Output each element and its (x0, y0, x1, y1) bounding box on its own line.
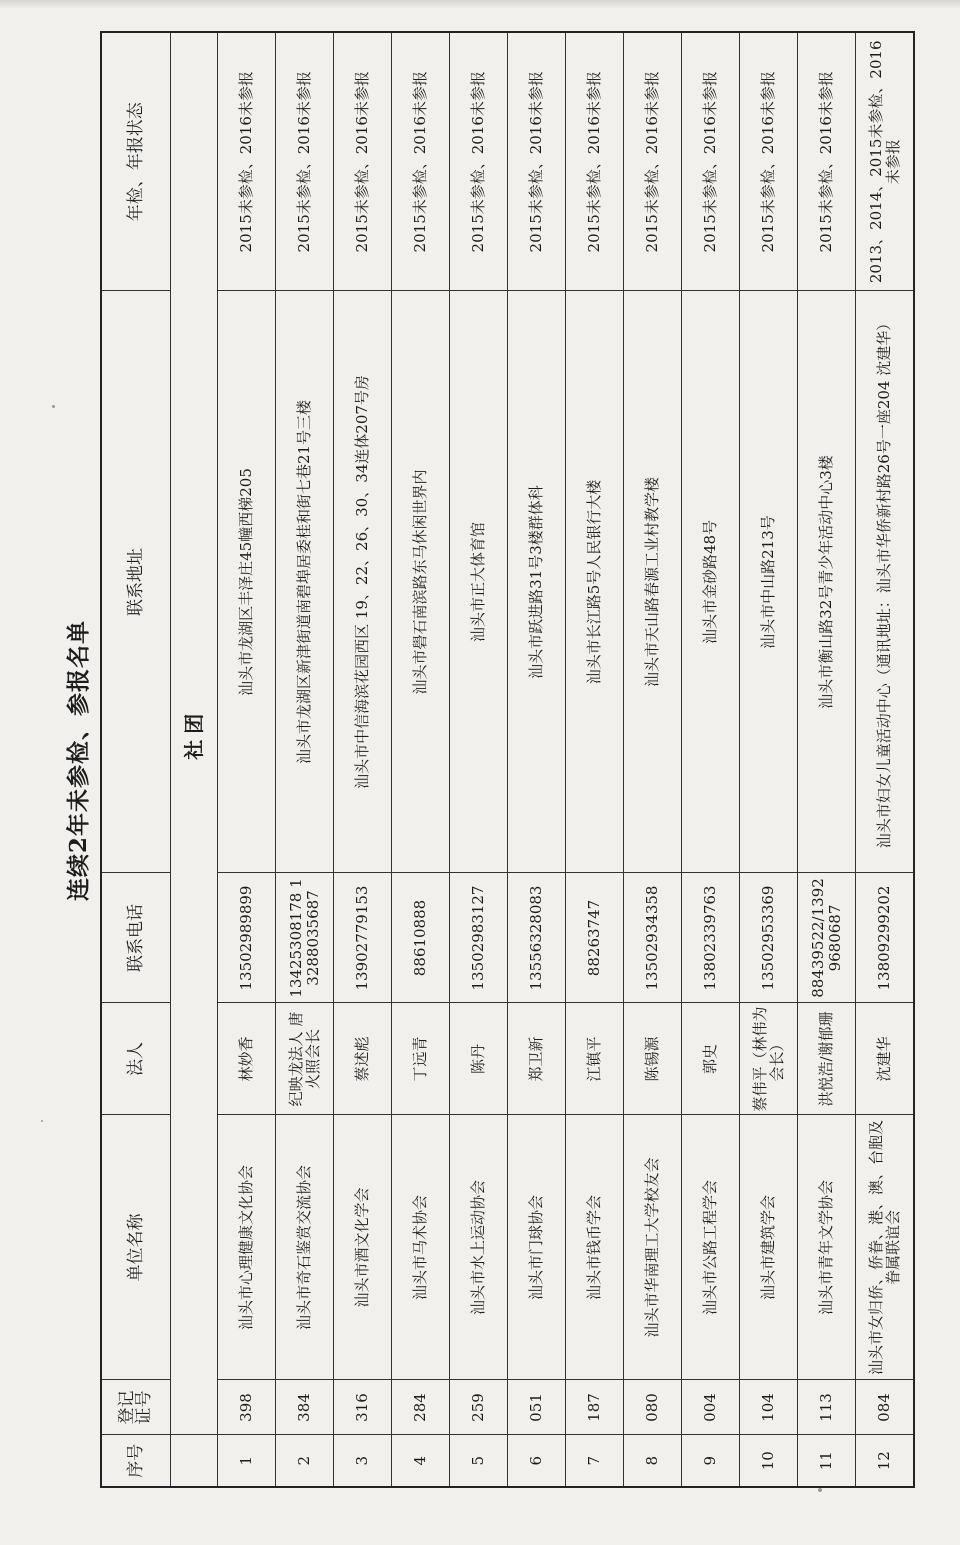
cell-status: 2015未参检、2016未参报 (682, 32, 740, 291)
cell-no: 8 (624, 1435, 682, 1487)
cell-reg: 259 (450, 1380, 508, 1435)
table-row (218, 32, 276, 1487)
cell-address: 汕头市龙湖区丰泽庄45幢西梯205 (218, 291, 276, 873)
cell-legal: 林妙香 (218, 1003, 276, 1115)
cell-reg: 080 (624, 1380, 682, 1435)
table-row (334, 32, 392, 1487)
cell-legal: 丁远青 (392, 1003, 450, 1115)
cell-address: 汕头市天山路春源工业村教学楼 (624, 291, 682, 873)
cell-phone: 88263747 (566, 873, 624, 1003)
cell-reg: 084 (856, 1380, 915, 1435)
cell-phone: 13902779153 (334, 873, 392, 1003)
cell-legal: 纪映龙法人 唐火照会长 (276, 1003, 334, 1115)
cell-status: 2015未参检、2016未参报 (276, 32, 334, 291)
cell-status: 2015未参检、2016未参报 (566, 32, 624, 291)
cell-legal: 江镇平 (566, 1003, 624, 1115)
cell-status: 2015未参检、2016未参报 (450, 32, 508, 291)
cell-legal: 陈锡源 (624, 1003, 682, 1115)
cell-name: 汕头市奇石鉴赏交流协会 (276, 1115, 334, 1380)
cell-no: 11 (798, 1435, 856, 1487)
cell-reg: 187 (566, 1380, 624, 1435)
section-empty-cell (171, 1435, 218, 1487)
cell-status: 2015未参检、2016未参报 (218, 32, 276, 291)
cell-no: 2 (276, 1435, 334, 1487)
cell-address: 汕头市金砂路48号 (682, 291, 740, 873)
cell-address: 汕头市衡山路32号青少年活动中心3楼 (798, 291, 856, 873)
rotated-sheet (60, 33, 910, 1488)
table-row (276, 32, 334, 1487)
cell-name: 汕头市心理健康文化协会 (218, 1115, 276, 1380)
cell-name: 汕头市建筑学会 (740, 1115, 798, 1380)
cell-phone: 13502989899 (218, 873, 276, 1003)
cell-legal: 沈建华 (856, 1003, 915, 1115)
cell-phone: 13502953369 (740, 873, 798, 1003)
cell-reg: 284 (392, 1380, 450, 1435)
table-header-row (101, 32, 171, 1487)
cell-name: 汕头市水上运动协会 (450, 1115, 508, 1380)
table-row (566, 32, 624, 1487)
cell-status: 2015未参检、2016未参报 (798, 32, 856, 291)
col-header-reg: 登记证号 (101, 1380, 171, 1435)
cell-reg: 316 (334, 1380, 392, 1435)
cell-phone: 13556328083 (508, 873, 566, 1003)
cell-name: 汕头市青年文学协会 (798, 1115, 856, 1380)
document-title: 连续2年未参检、参报名单 (65, 620, 92, 902)
cell-name: 汕头市女归侨、侨眷、港、澳、台胞及眷属联谊会 (856, 1115, 915, 1380)
cell-address: 汕头市长江路5号人民银行大楼 (566, 291, 624, 873)
cell-reg: 398 (218, 1380, 276, 1435)
cell-name: 汕头市酒文化学会 (334, 1115, 392, 1380)
table-row (508, 32, 566, 1487)
section-row (171, 32, 218, 1487)
cell-status: 2015未参检、2016未参报 (624, 32, 682, 291)
cell-status: 2015未参检、2016未参报 (508, 32, 566, 291)
cell-address: 汕头市跃进路31号3楼群体科 (508, 291, 566, 873)
cell-address: 汕头市礐石南滨路东马休闲世界内 (392, 291, 450, 873)
table-row (856, 32, 915, 1487)
cell-reg: 104 (740, 1380, 798, 1435)
scan-top-edge (0, 0, 960, 8)
cell-name: 汕头市马术协会 (392, 1115, 450, 1380)
cell-reg: 113 (798, 1380, 856, 1435)
cell-no: 12 (856, 1435, 915, 1487)
col-header-status: 年检、年报状态 (101, 32, 171, 291)
cell-no: 7 (566, 1435, 624, 1487)
cell-address: 汕头市中信海滨花园西区 19、22、26、30、34连体207号房 (334, 291, 392, 873)
cell-legal: 洪悦浩/谢郁珊 (798, 1003, 856, 1115)
cell-phone: 88439522/13929680687 (798, 873, 856, 1003)
cell-address: 汕头市妇女儿童活动中心（通讯地址：汕头市华侨新村路26号一座204 沈建华） (856, 291, 915, 873)
col-header-address: 联系地址 (101, 291, 171, 873)
cell-no: 5 (450, 1435, 508, 1487)
cell-address: 汕头市中山路213号 (740, 291, 798, 873)
cell-name: 汕头市门球协会 (508, 1115, 566, 1380)
cell-reg: 051 (508, 1380, 566, 1435)
cell-phone: 13425308178 13288035687 (276, 873, 334, 1003)
cell-status: 2015未参检、2016未参报 (392, 32, 450, 291)
cell-legal: 蔡伟平（林伟为会长） (740, 1003, 798, 1115)
cell-no: 6 (508, 1435, 566, 1487)
cell-phone: 13802339763 (682, 873, 740, 1003)
col-header-legal: 法人 (101, 1003, 171, 1115)
col-header-name: 单位名称 (101, 1115, 171, 1380)
cell-reg: 384 (276, 1380, 334, 1435)
cell-name: 汕头市华南理工大学校友会 (624, 1115, 682, 1380)
cell-no: 4 (392, 1435, 450, 1487)
cell-legal: 陈丹 (450, 1003, 508, 1115)
cell-phone: 13502934358 (624, 873, 682, 1003)
cell-no: 1 (218, 1435, 276, 1487)
cell-legal: 郭史 (682, 1003, 740, 1115)
cell-address: 汕头市正大体育馆 (450, 291, 508, 873)
cell-name: 汕头市钱币学会 (566, 1115, 624, 1380)
cell-phone: 13502983127 (450, 873, 508, 1003)
table-row (624, 32, 682, 1487)
table-row (392, 32, 450, 1487)
table-row (798, 32, 856, 1487)
cell-legal: 郑卫新 (508, 1003, 566, 1115)
cell-status: 2015未参检、2016未参报 (334, 32, 392, 291)
col-header-phone: 联系电话 (101, 873, 171, 1003)
section-label: 社团 (171, 32, 218, 1435)
registry-table (100, 31, 915, 1488)
cell-phone: 88610888 (392, 873, 450, 1003)
scan-speck (41, 1120, 43, 1122)
cell-phone: 13809299202 (856, 873, 915, 1003)
scan-speck (818, 1488, 822, 1492)
cell-address: 汕头市龙湖区新津街道南碧埠居委桂和街七巷21号三楼 (276, 291, 334, 873)
scan-speck (52, 405, 55, 408)
col-header-no: 序号 (101, 1435, 171, 1487)
cell-name: 汕头市公路工程学会 (682, 1115, 740, 1380)
table-row (450, 32, 508, 1487)
cell-no: 10 (740, 1435, 798, 1487)
cell-no: 9 (682, 1435, 740, 1487)
cell-no: 3 (334, 1435, 392, 1487)
cell-status: 2013、2014、2015未参检、2016未参报 (856, 32, 915, 291)
table-row (740, 32, 798, 1487)
cell-reg: 004 (682, 1380, 740, 1435)
cell-legal: 蔡述彪 (334, 1003, 392, 1115)
cell-status: 2015未参检、2016未参报 (740, 32, 798, 291)
table-row (682, 32, 740, 1487)
